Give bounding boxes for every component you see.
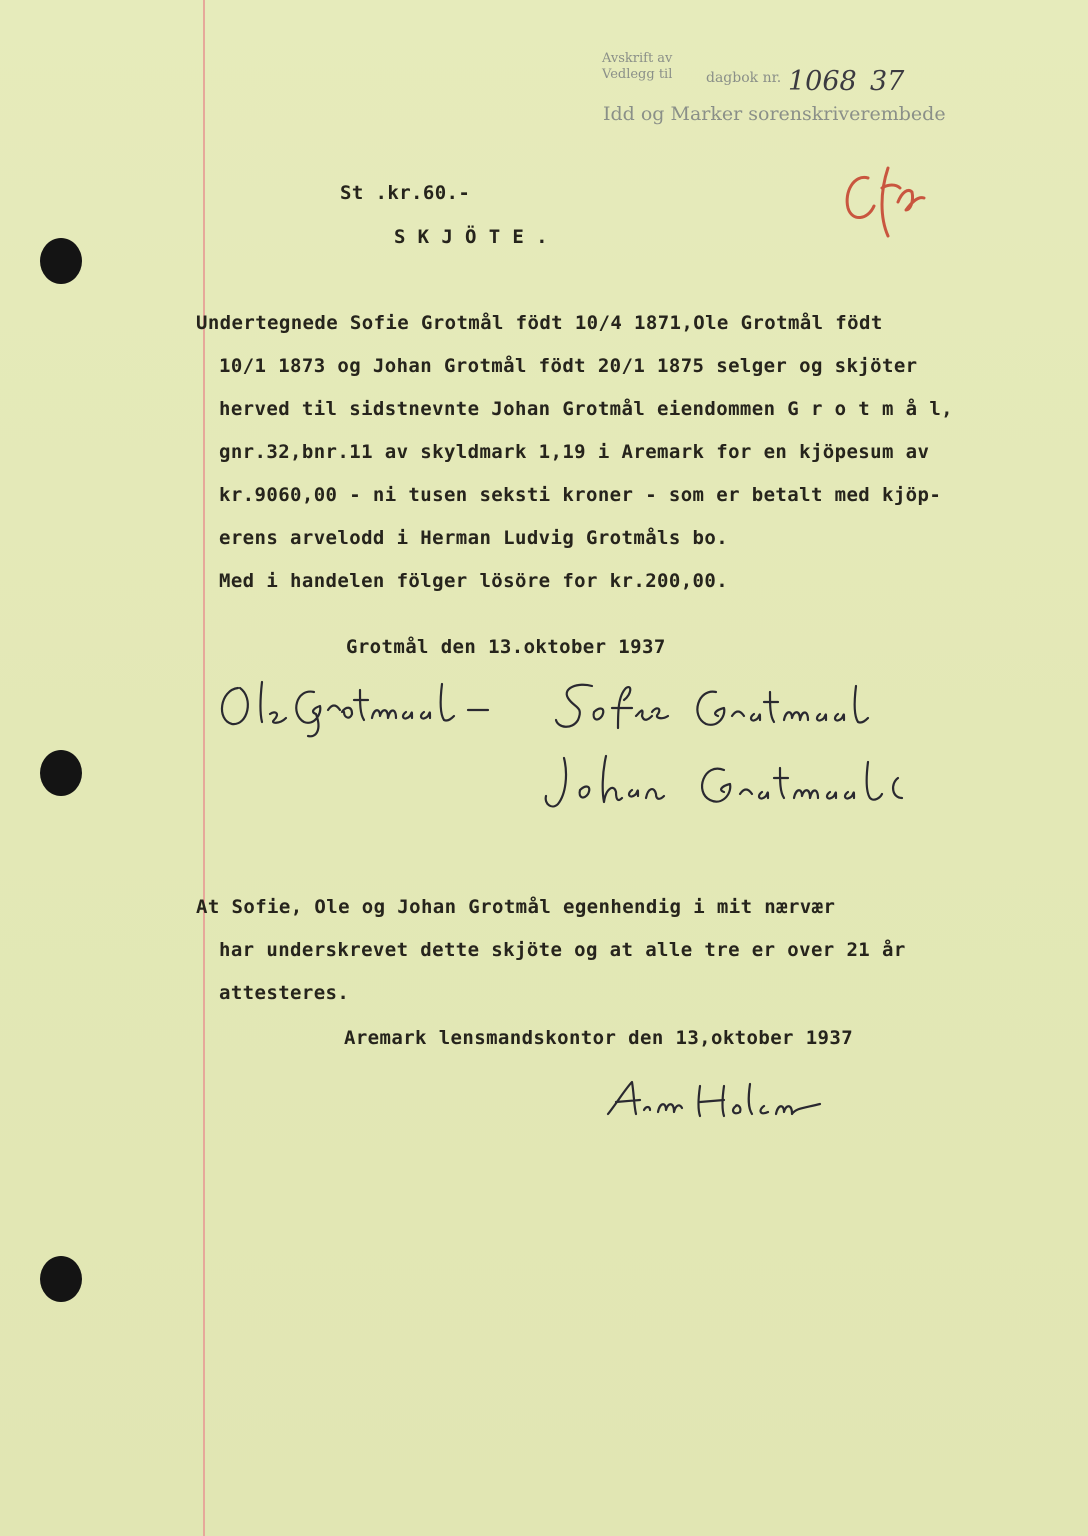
attestation-line-3: attesteres. [219, 982, 350, 1004]
punch-hole-top [40, 238, 82, 284]
signature-lensmand [600, 1074, 840, 1124]
dagbok-year: 37 [870, 66, 905, 97]
document-title: S K J Ö T E . [394, 226, 548, 248]
stamp-option-vedlegg: Vedlegg til [602, 67, 673, 82]
margin-rule [203, 0, 205, 1536]
stamp-duty: St .kr.60.- [340, 182, 471, 204]
signature-ole-grotmaal [210, 670, 510, 740]
punch-hole-bottom [40, 1256, 82, 1302]
body-line-7: Med i handelen fölger lösöre for kr.200,00. [219, 570, 729, 592]
stamp-option-avskrift: Avskrift av [602, 51, 673, 66]
attestation-place-date: Aremark lensmandskontor den 13,oktober 1937 [344, 1027, 854, 1049]
signature-sofie-grotmaal [548, 672, 888, 742]
attestation-line-2: har underskrevet dette skjöte og at alle tre er over 21 år [219, 939, 906, 961]
body-line-4: gnr.32,bnr.11 av skyldmark 1,19 i Aremark for en kjöpesum av [219, 441, 930, 463]
place-date: Grotmål den 13.oktober 1937 [346, 636, 666, 658]
punch-hole-middle [40, 750, 82, 796]
stamp-dagbok-label: dagbok nr. [706, 70, 782, 86]
body-line-2: 10/1 1873 og Johan Grotmål födt 20/1 1875 selger og skjöter [219, 355, 918, 377]
red-initials-mark [838, 162, 928, 244]
dagbok-number: 1068 [788, 66, 857, 97]
signature-johan-grotmaal [536, 748, 936, 818]
body-line-5: kr.9060,00 - ni tusen seksti kroner - som er betalt med kjöp- [219, 484, 942, 506]
body-line-3: herved til sidstnevnte Johan Grotmål eiendommen G r o t m å l, [219, 398, 954, 420]
body-line-6: erens arvelodd i Herman Ludvig Grotmåls bo. [219, 527, 729, 549]
stamp-office: Idd og Marker sorenskriverembede [603, 103, 946, 125]
attestation-line-1: At Sofie, Ole og Johan Grotmål egenhendig i mit nærvær [196, 896, 836, 918]
body-line-1: Undertegnede Sofie Grotmål födt 10/4 1871,Ole Grotmål födt [196, 312, 883, 334]
